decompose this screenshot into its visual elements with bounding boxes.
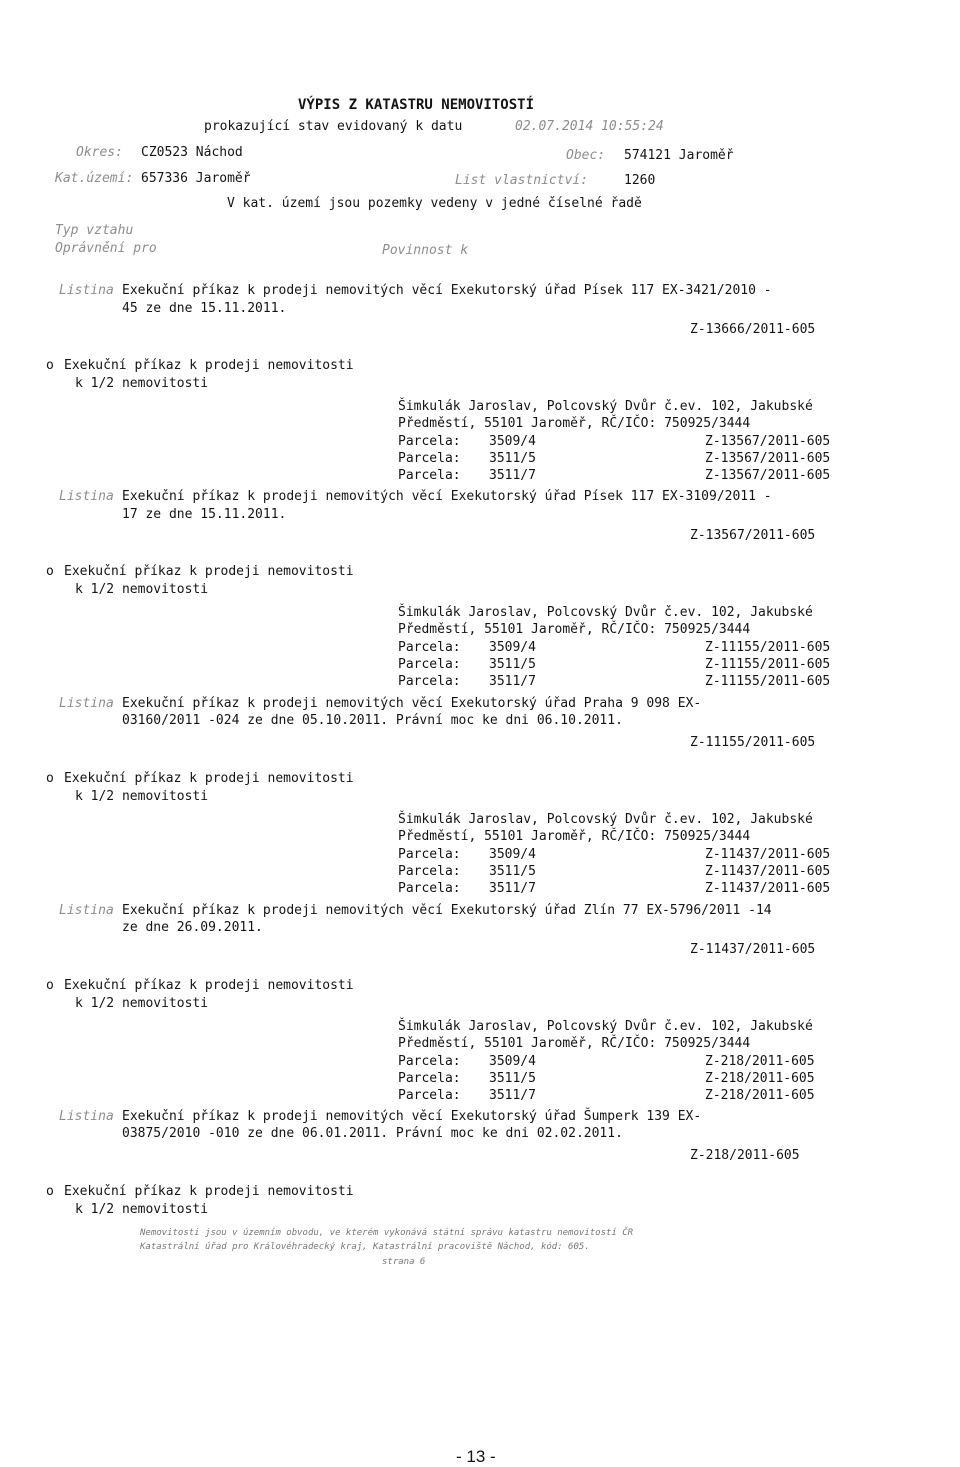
parcel-number: 3511/5 (489, 657, 536, 672)
listina-label: Listina (59, 903, 114, 918)
parcel-label: Parcela: (398, 468, 461, 483)
footer-line-1: Nemovitosti jsou v územním obvodu, ve kterém vykonává státní správu katastru nemovitostí ČR (140, 1228, 634, 1238)
parcel-label: Parcela: (398, 451, 461, 466)
footer-page-label: strana 6 (382, 1257, 426, 1267)
okres-label: Okres: (76, 145, 123, 160)
parcel-ref: Z-11437/2011-605 (705, 881, 831, 896)
section-title: Exekuční příkaz k prodeji nemovitosti (64, 358, 354, 373)
listina-label: Listina (59, 696, 114, 711)
listina-label: Listina (59, 283, 114, 298)
parcel-number: 3511/7 (489, 674, 536, 689)
section-bullet: o (46, 978, 54, 993)
listina-text-1: Exekuční příkaz k prodeji nemovitých věcí Exekutorský úřad Šumperk 139 EX- (122, 1109, 702, 1124)
parcel-label: Parcela: (398, 864, 461, 879)
parcel-number: 3511/7 (489, 468, 536, 483)
parcel-label: Parcela: (398, 640, 461, 655)
listina-text-1: Exekuční příkaz k prodeji nemovitých věcí Exekutorský úřad Zlín 77 EX-5796/2011 -14 (122, 903, 772, 918)
section-title: Exekuční příkaz k prodeji nemovitosti (64, 1184, 354, 1199)
parcel-number: 3509/4 (489, 640, 536, 655)
katuzemi-label: Kat.území: (55, 171, 134, 186)
listina-label: Listina (59, 1109, 114, 1124)
section-sub: k 1/2 nemovitosti (75, 789, 209, 804)
okres-value: CZ0523 Náchod (141, 145, 243, 160)
parcel-number: 3509/4 (489, 434, 536, 449)
owner-line-2: Předměstí, 55101 Jaroměř, RČ/IČO: 750925/3444 (398, 1036, 751, 1051)
parcel-number: 3511/5 (489, 1071, 536, 1086)
listina-text-2: 03160/2011 -024 ze dne 05.10.2011. Právní moc ke dni 06.10.2011. (122, 713, 623, 728)
parcel-number: 3511/7 (489, 1088, 536, 1103)
parcel-ref: Z-218/2011-605 (705, 1054, 815, 1069)
parcel-label: Parcela: (398, 1071, 461, 1086)
povinnost-k: Povinnost k (382, 243, 469, 258)
obec-value: 574121 Jaroměř (624, 148, 734, 163)
section-sub: k 1/2 nemovitosti (75, 376, 209, 391)
parcel-ref: Z-11437/2011-605 (705, 847, 831, 862)
parcel-ref: Z-11155/2011-605 (705, 674, 831, 689)
parcel-number: 3509/4 (489, 1054, 536, 1069)
parcel-label: Parcela: (398, 881, 461, 896)
parcel-label: Parcela: (398, 657, 461, 672)
list-label: List vlastnictví: (455, 173, 589, 188)
parcel-number: 3511/7 (489, 881, 536, 896)
parcel-number: 3511/5 (489, 864, 536, 879)
parcel-ref: Z-13567/2011-605 (705, 468, 831, 483)
owner-line-1: Šimkulák Jaroslav, Polcovský Dvůr č.ev. 102, Jakubské (398, 1019, 813, 1034)
listina-text-1: Exekuční příkaz k prodeji nemovitých věcí Exekutorský úřad Písek 117 EX-3421/2010 - (122, 283, 772, 298)
listina-text-2: 03875/2010 -010 ze dne 06.01.2011. Právní moc ke dni 02.02.2011. (122, 1126, 623, 1141)
listina-text-2: 45 ze dne 15.11.2011. (122, 301, 287, 316)
parcel-ref: Z-218/2011-605 (705, 1088, 815, 1103)
listina-text-1: Exekuční příkaz k prodeji nemovitých věcí Exekutorský úřad Praha 9 098 EX- (122, 696, 702, 711)
parcel-label: Parcela: (398, 434, 461, 449)
page-number: - 13 - (456, 1447, 496, 1466)
parcel-ref: Z-11155/2011-605 (705, 640, 831, 655)
listina-label: Listina (59, 489, 114, 504)
section-bullet: o (46, 564, 54, 579)
zref: Z-13567/2011-605 (690, 528, 816, 543)
typ-vztahu: Typ vztahu (55, 223, 134, 238)
section-bullet: o (46, 1184, 54, 1199)
opravneni-pro: Oprávnění pro (55, 241, 157, 256)
page-title: VÝPIS Z KATASTRU NEMOVITOSTÍ (298, 97, 535, 113)
zref: Z-13666/2011-605 (690, 322, 816, 337)
owner-line-2: Předměstí, 55101 Jaroměř, RČ/IČO: 750925/3444 (398, 829, 751, 844)
parcel-ref: Z-13567/2011-605 (705, 434, 831, 449)
parcel-label: Parcela: (398, 1088, 461, 1103)
list-value: 1260 (624, 173, 656, 188)
section-sub: k 1/2 nemovitosti (75, 1202, 209, 1217)
subtitle-label: prokazující stav evidovaný k datu (204, 119, 463, 134)
zref: Z-11437/2011-605 (690, 942, 816, 957)
katuzemi-value: 657336 Jaroměř (141, 171, 251, 186)
listina-text-1: Exekuční příkaz k prodeji nemovitých věcí Exekutorský úřad Písek 117 EX-3109/2011 - (122, 489, 772, 504)
parcel-label: Parcela: (398, 847, 461, 862)
parcel-label: Parcela: (398, 674, 461, 689)
listina-text-2: 17 ze dne 15.11.2011. (122, 507, 287, 522)
owner-line-2: Předměstí, 55101 Jaroměř, RČ/IČO: 750925/3444 (398, 622, 751, 637)
section-sub: k 1/2 nemovitosti (75, 996, 209, 1011)
owner-line-2: Předměstí, 55101 Jaroměř, RČ/IČO: 750925/3444 (398, 416, 751, 431)
section-bullet: o (46, 358, 54, 373)
owner-line-1: Šimkulák Jaroslav, Polcovský Dvůr č.ev. 102, Jakubské (398, 399, 813, 414)
section-sub: k 1/2 nemovitosti (75, 582, 209, 597)
section-bullet: o (46, 771, 54, 786)
owner-line-1: Šimkulák Jaroslav, Polcovský Dvůr č.ev. 102, Jakubské (398, 605, 813, 620)
parcel-number: 3509/4 (489, 847, 536, 862)
footer-line-2: Katastrální úřad pro Královéhradecký kraj, Katastrální pracoviště Náchod, kód: 605. (140, 1242, 590, 1252)
parcel-number: 3511/5 (489, 451, 536, 466)
owner-line-1: Šimkulák Jaroslav, Polcovský Dvůr č.ev. 102, Jakubské (398, 812, 813, 827)
listina-text-2: ze dne 26.09.2011. (122, 920, 263, 935)
parcel-ref: Z-11437/2011-605 (705, 864, 831, 879)
obec-label: Obec: (566, 148, 606, 163)
zref: Z-11155/2011-605 (690, 735, 816, 750)
parcel-ref: Z-11155/2011-605 (705, 657, 831, 672)
katuzemi-note: V kat. území jsou pozemky vedeny v jedné číselné řadě (227, 196, 642, 211)
section-title: Exekuční příkaz k prodeji nemovitosti (64, 978, 354, 993)
parcel-ref: Z-218/2011-605 (705, 1071, 815, 1086)
zref: Z-218/2011-605 (690, 1148, 800, 1163)
section-title: Exekuční příkaz k prodeji nemovitosti (64, 771, 354, 786)
subtitle-date: 02.07.2014 10:55:24 (515, 119, 664, 134)
parcel-label: Parcela: (398, 1054, 461, 1069)
section-title: Exekuční příkaz k prodeji nemovitosti (64, 564, 354, 579)
parcel-ref: Z-13567/2011-605 (705, 451, 831, 466)
